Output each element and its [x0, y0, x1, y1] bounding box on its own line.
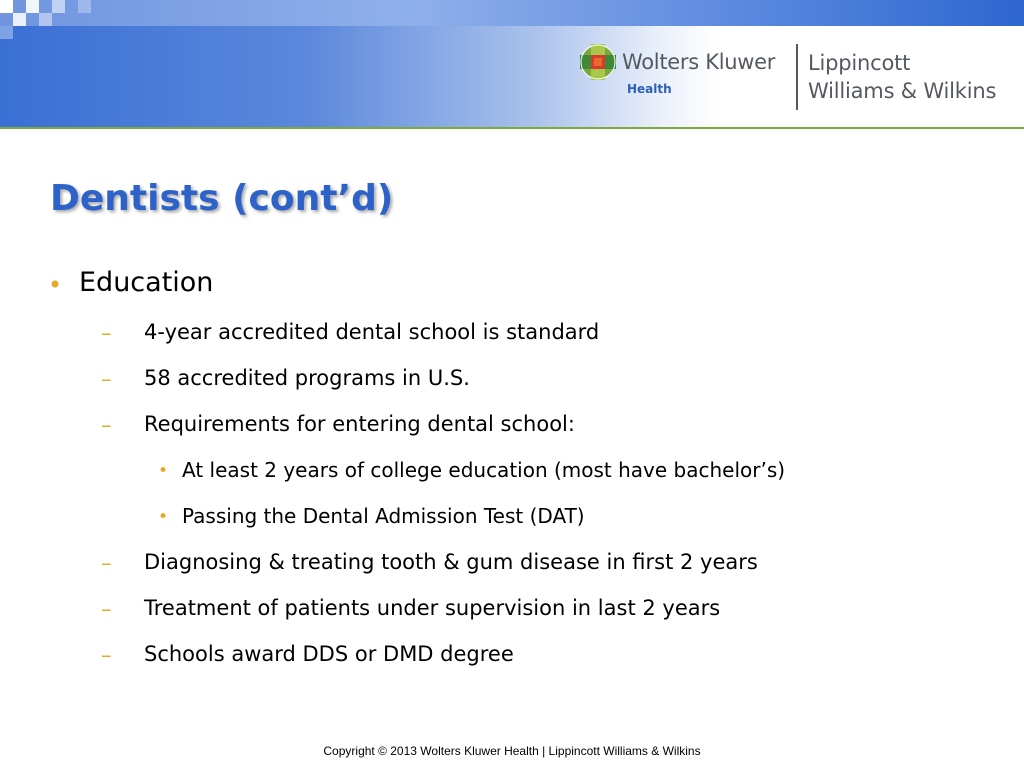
list-item: Passing the Dental Admission Test (DAT)	[182, 504, 585, 528]
slide-title: Dentists (cont’d)	[50, 178, 394, 219]
decor-square	[39, 13, 52, 26]
decor-square	[13, 13, 26, 26]
publisher-logo	[580, 42, 1020, 114]
decor-square	[26, 0, 39, 13]
list-item: Schools award DDS or DMD degree	[144, 642, 514, 666]
bullet-dot-icon: •	[48, 271, 63, 299]
dash-bullet-icon: –	[101, 367, 112, 391]
header-top-bar	[0, 0, 1024, 26]
decor-square	[78, 0, 91, 13]
list-item: Diagnosing & treating tooth & gum disease in first 2 years	[144, 550, 758, 574]
publisher-name: Wolters Kluwer	[622, 50, 776, 74]
decor-square	[0, 0, 13, 13]
imprint-line-2: Williams & Wilkins	[808, 79, 997, 103]
bullet-dot-icon: •	[158, 461, 169, 481]
list-item: At least 2 years of college education (most have bachelor’s)	[182, 458, 786, 482]
dash-bullet-icon: –	[101, 643, 112, 667]
list-item: 4-year accredited dental school is standard	[144, 320, 600, 344]
list-item: Education	[79, 267, 214, 298]
dash-bullet-icon: –	[101, 321, 112, 345]
wolters-kluwer-globe-icon	[580, 44, 616, 80]
imprint-line-1: Lippincott	[808, 51, 911, 75]
decor-square	[0, 26, 13, 39]
header-banner	[0, 0, 1024, 127]
dash-bullet-icon: –	[101, 551, 112, 575]
publisher-division: Health	[627, 82, 672, 96]
logo-divider	[796, 44, 798, 110]
copyright-text: Copyright © 2013 Wolters Kluwer Health | Lippincott Williams & Wilkins	[323, 744, 701, 758]
bullet-dot-icon: •	[158, 507, 169, 527]
slide-footer	[0, 744, 1024, 758]
list-item: Treatment of patients under supervision in last 2 years	[144, 596, 721, 620]
dash-bullet-icon: –	[101, 413, 112, 437]
dash-bullet-icon: –	[101, 597, 112, 621]
header-rule	[0, 127, 1024, 129]
decor-square	[52, 0, 65, 13]
list-item: 58 accredited programs in U.S.	[144, 366, 470, 390]
list-item: Requirements for entering dental school:	[144, 412, 575, 436]
